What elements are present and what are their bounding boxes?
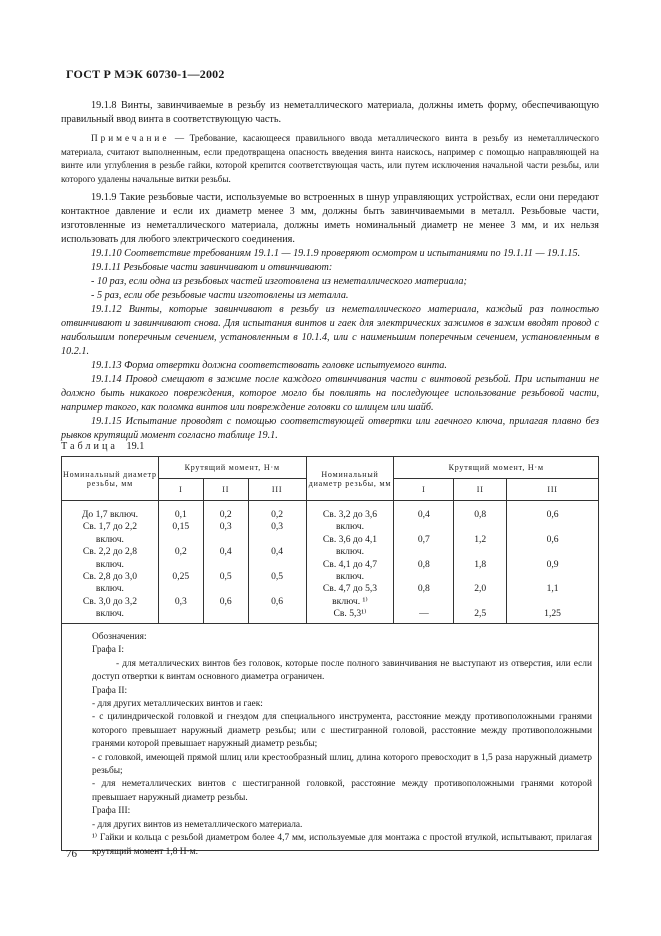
table-cell-line: 0,4 — [417, 509, 430, 520]
clause-19-1-9: 19.1.9 Такие резьбовые части, используемые во встроенных в шнур управляющих устройствах, если они передают контактное давление и если их диаметр менее 3 мм, должны быть завинчиваемыми в металл. Резьбовые части, изготовленные из неметаллического материала, должны иметь номинальный диаметр не менее 3 мм, и их нельзя использовать для любого электрического соединения. — [61, 192, 599, 245]
torque-table — [61, 456, 599, 624]
table-cell-line: Св. 4,7 до 5,3 — [322, 583, 378, 595]
table-cell-line: До 1,7 включ. — [81, 509, 138, 520]
table-cell-line: Св. 3,6 до 4,1 — [322, 533, 378, 545]
table-cell-line — [159, 583, 203, 595]
table-cell-line: 0,5 — [219, 571, 232, 583]
table-cell-line — [394, 571, 453, 583]
table-cell-line — [204, 559, 248, 571]
note — [61, 132, 599, 186]
table-cell-line: Св. 4,1 до 4,7 — [322, 558, 378, 570]
notes-title: Обозначения: — [92, 632, 147, 642]
col-left-I — [158, 501, 203, 624]
table-cell-line: 0,25 — [172, 571, 190, 583]
document-header: ГОСТ Р МЭК 60730-1—2002 — [66, 67, 225, 81]
col-left-names — [62, 501, 159, 624]
table-cell-line — [454, 596, 506, 608]
table-cell-line — [507, 571, 598, 583]
table-cell-line — [249, 583, 306, 595]
table-caption-label: Таблица — [61, 441, 118, 452]
graph-3-text: - для других винтов из неметаллического материала. — [92, 819, 303, 830]
graph-2-title: Графа II: — [92, 685, 128, 696]
table-cell-line — [394, 596, 453, 608]
header-col-III-right: III — [507, 479, 599, 501]
header-torque-right: Крутящий момент, Н·м — [394, 457, 599, 479]
clause-19-1-11: 19.1.11 Резьбовые части завинчивают и отвинчивают: — [91, 262, 333, 273]
table-cell-line: включ. — [95, 608, 124, 620]
header-col-I-right: I — [394, 479, 454, 501]
table-cell-line — [204, 534, 248, 546]
clause-19-1-8: 19.1.8 Винты, завинчиваемые в резьбу из неметаллического материала, должны иметь форму, обеспечивающую правильный ввод винта в соответствующую часть. — [61, 100, 599, 125]
table-cell-line: включ. — [95, 533, 124, 545]
table-cell-line: 0,8 — [417, 583, 430, 595]
table-cell-line: включ. — [335, 546, 364, 558]
table-cell-line: Св. 2,2 до 2,8 — [82, 546, 138, 558]
table-cell-line: включ. ¹⁾ — [332, 595, 368, 607]
table-caption-number: 19.1 — [126, 441, 145, 452]
clause-19-1-12: 19.1.12 Винты, которые завинчивают в резьбу из неметаллического материала, каждый раз полностью отвинчивают и завинчивают снова. Для испытания винтов и гаек для электрических зажимов в зажим вводят провод с наибольшим поперечным сечением, установленным в 10.1.4, или с наименьшим поперечным сечением, установленным в 10.2.1. — [61, 304, 599, 357]
graph-1-text: - для металлических винтов без головок, которые после полного завинчивания не выступают из отверстия, или если доступ отвертки к винтам основного диаметра ограничен. — [92, 658, 592, 683]
table-cell-line — [454, 546, 506, 558]
page-number: 76 — [66, 848, 77, 860]
clause-19-1-11-item-2: - 5 раз, если обе резьбовые части изготовлены из металла. — [91, 290, 349, 301]
graph-2-item-d: - для неметаллических винтов с шестигранной головкой, расстояние между противоположными гранями которой превышает наружный диаметр резьбы. — [92, 779, 592, 803]
table-cell-line — [454, 571, 506, 583]
table-cell-line: 2,0 — [474, 583, 487, 595]
footnote: ¹⁾ Гайки и кольца с резьбой диаметром более 4,7 мм, используемые для монтажа с простой втулкой, испытывают, прилагая крутящий момент 1,8 Н·м. — [92, 833, 592, 857]
table-cell-line — [249, 559, 306, 571]
table-cell-line — [454, 521, 506, 533]
table-cell-line: Св. 2,8 до 3,0 — [82, 571, 138, 583]
table-cell-line: 0,5 — [271, 571, 284, 583]
table-cell-line: 0,6 — [271, 595, 284, 607]
table-cell-line: 1,1 — [546, 583, 559, 595]
table-cell-line: 0,2 — [271, 509, 284, 520]
table-cell-line: 1,8 — [474, 558, 487, 570]
table-cell-line — [249, 608, 306, 620]
table-cell-line: включ. — [335, 571, 364, 583]
table-cell-line: 0,6 — [219, 595, 232, 607]
graph-2-item-c: - с головкой, имеющей прямой шлиц или крестообразный шлиц, длина которого превосходит в 1,5 раза наружный диаметр резьбы; — [92, 752, 592, 777]
table-cell-line — [159, 559, 203, 571]
table-cell-line: включ. — [95, 558, 124, 570]
table-cell-line: 0,2 — [219, 509, 232, 520]
table-cell-line: 0,6 — [546, 509, 559, 520]
table-cell-line — [507, 521, 598, 533]
table-caption — [61, 441, 144, 452]
table-cell-line: 0,15 — [172, 521, 190, 533]
graph-2-item-b: - с цилиндрической головкой и гнездом для специального инструмента, расстояние между противоположными гранями которого превышает наружный диаметр резьбы; или с шестигранной головой, расстояние между противоположными гранями которой превышает наружный диаметр резьбы; — [92, 712, 592, 750]
note-label: Примечание — [91, 133, 170, 143]
table-cell-line: включ. — [335, 521, 364, 533]
table-cell-line — [394, 546, 453, 558]
col-left-III — [248, 501, 306, 624]
table-cell-line — [159, 534, 203, 546]
header-torque-left: Крутящий момент, Н·м — [158, 457, 306, 479]
clause-19-1-14: 19.1.14 Провод смещают в зажиме после каждого отвинчивания части с винтовой резьбой. При испытании не должно быть никакого повреждения, которое могло бы повлиять на последующее использование резьбовой части, например такого, как поломка винтов или повреждение головки со шлицем или шайб. — [61, 374, 599, 413]
graph-2-item-a: - для других металлических винтов и гаек: — [92, 699, 263, 710]
table-cell-line: 0,3 — [271, 521, 284, 533]
table-cell-line: включ. — [95, 583, 124, 595]
table-cell-line: Св. 1,7 до 2,2 — [82, 521, 138, 533]
table-cell-line — [204, 608, 248, 620]
table-cell-line — [507, 546, 598, 558]
clause-19-1-10: 19.1.10 Соответствие требованиям 19.1.1 — 19.1.9 проверяют осмотром и испытаниями по 19.1.11 — 19.1.15. — [91, 248, 581, 259]
table-cell-line: 1,25 — [544, 608, 561, 620]
header-diameter-right: Номинальный диаметр резьбы, мм — [306, 457, 394, 501]
main-text — [61, 99, 599, 443]
table-cell-line — [394, 521, 453, 533]
table-cell-line: 0,6 — [546, 533, 559, 545]
col-right-names — [306, 501, 394, 624]
table-cell-line: — — [419, 608, 429, 620]
table-cell-line: 0,8 — [474, 509, 487, 520]
table-cell-line: 0,4 — [219, 546, 232, 558]
header-col-III-left: III — [248, 479, 306, 501]
table-cell-line: 2,5 — [474, 608, 487, 620]
table-cell-line: 0,8 — [417, 558, 430, 570]
clause-19-1-15: 19.1.15 Испытание проводят с помощью соответствующей отвертки или гаечного ключа, прилагая плавно без рывков крутящий момент согласно таблице 19.1. — [61, 416, 599, 441]
clause-19-1-11-item-1: - 10 раз, если одна из резьбовых частей изготовлена из неметаллического материала; — [91, 276, 467, 287]
graph-1-title: Графа I: — [92, 645, 124, 656]
table-cell-line: 0,7 — [417, 533, 430, 545]
table-cell-line: Св. 3,2 до 3,6 — [322, 509, 378, 520]
clause-19-1-13: 19.1.13 Форма отвертки должна соответствовать головке испытуемого винта. — [91, 360, 447, 371]
table-cell-line — [249, 534, 306, 546]
table-cell-line: Св. 3,0 до 3,2 — [82, 595, 138, 607]
table-cell-line: Св. 5,3¹⁾ — [333, 608, 367, 620]
table-cell-line: 0,4 — [271, 546, 284, 558]
table-cell-line: 1,2 — [474, 533, 487, 545]
table-cell-line — [507, 596, 598, 608]
table-cell-line: 0,9 — [546, 558, 559, 570]
col-right-III — [507, 501, 599, 624]
col-right-II — [454, 501, 507, 624]
header-diameter-left: Номинальный диаметр резьбы, мм — [62, 457, 159, 501]
table-cell-line: 0,3 — [174, 595, 187, 607]
header-col-II-left: II — [203, 479, 248, 501]
header-col-I-left: I — [158, 479, 203, 501]
table-cell-line — [159, 608, 203, 620]
note-text: — Требование, касающееся правильного ввода металлического винта в резьбу из неметаллического материала, считают выполненным, если предотвращена опасность введения винта наискось, например с помощью направляющей на винте или углубления в резьбе гайки, которой крепится соответствующая часть, или путем исключения начальной части резьбы, или которого удалены начальные витки резьбы. — [61, 133, 599, 184]
table-cell-line: 0,1 — [174, 509, 187, 520]
table-cell-line — [204, 583, 248, 595]
col-right-I — [394, 501, 454, 624]
col-left-II — [203, 501, 248, 624]
table-cell-line: 0,3 — [219, 521, 232, 533]
header-col-II-right: II — [454, 479, 507, 501]
table-cell-line: 0,2 — [174, 546, 187, 558]
graph-3-title: Графа III: — [92, 806, 131, 817]
